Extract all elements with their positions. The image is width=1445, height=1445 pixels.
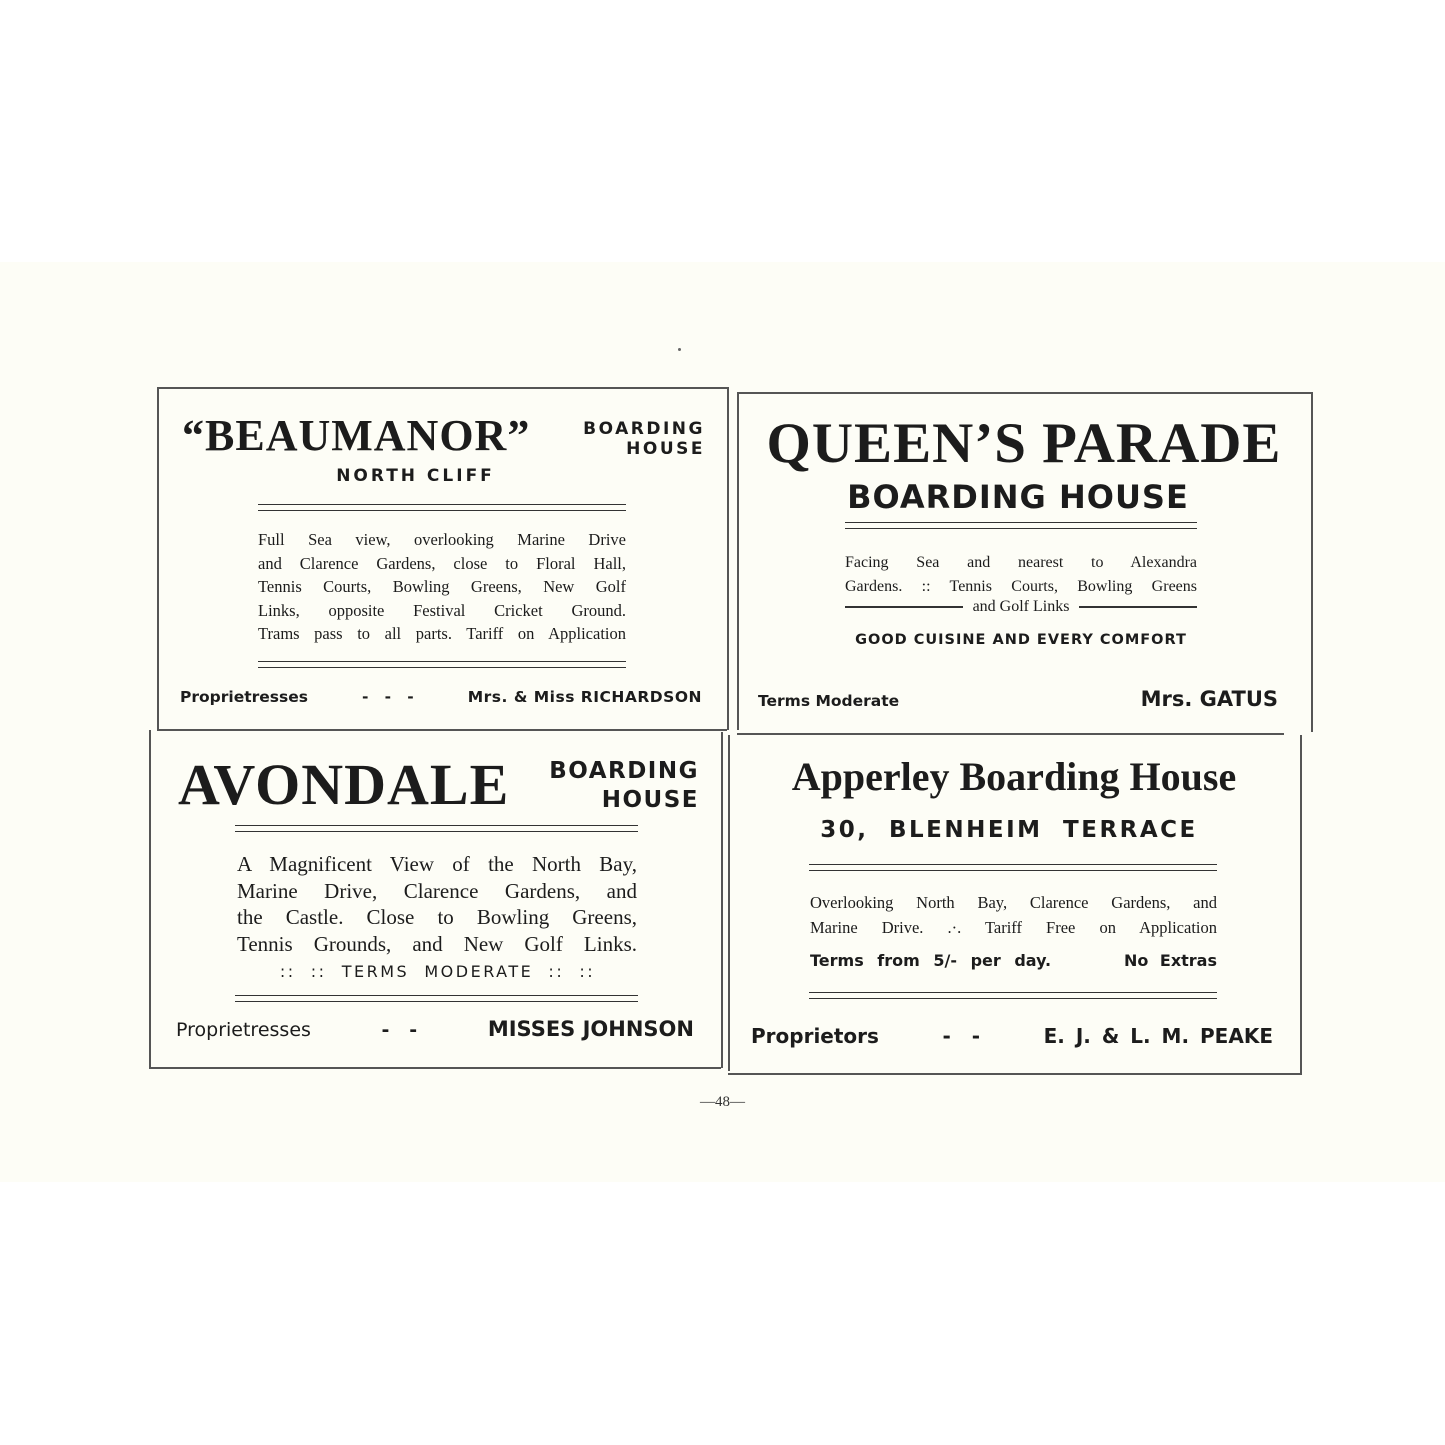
queens-parade-rule-top — [845, 522, 1197, 529]
apperley-footer-label: Proprietors — [751, 1024, 879, 1048]
apperley-desc-line: Overlooking North Bay, Clarence Gardens, and — [810, 893, 1217, 912]
queens-parade-line-left — [845, 606, 963, 608]
avondale-rule-bottom — [235, 995, 638, 1002]
apperley-extras: No Extras — [1123, 951, 1217, 970]
queens-parade-desc-last: and Golf Links — [972, 598, 1070, 615]
queens-parade-tagline: GOOD CUISINE AND EVERY COMFORT — [855, 632, 1187, 648]
beaumanor-name: “BEAUMANOR” — [182, 411, 531, 460]
beaumanor-rule-top — [258, 504, 626, 511]
avondale-terms: :: :: TERMS MODERATE :: :: — [279, 962, 596, 981]
queens-parade-line-right — [1079, 606, 1197, 608]
beaumanor-desc-line: Tennis Courts, Bowling Greens, New Golf — [258, 577, 626, 596]
queens-parade-type: BOARDING HOUSE — [847, 478, 1189, 516]
frame-right-top — [1311, 392, 1313, 732]
queens-parade-description — [845, 551, 1197, 598]
queens-parade-desc-line: Gardens. :: Tennis Courts, Bowling Greens — [845, 577, 1197, 595]
beaumanor-location: NORTH CLIFF — [336, 466, 495, 486]
frame-bottom-left — [149, 1067, 721, 1069]
apperley-rule-top — [809, 864, 1217, 871]
apperley-footer — [751, 1024, 1273, 1048]
ad-beaumanor — [158, 388, 727, 729]
apperley-name: Apperley Boarding House — [791, 754, 1237, 799]
apperley-rule-bottom — [809, 992, 1217, 999]
apperley-description — [810, 890, 1217, 940]
queens-parade-desc-line: Facing Sea and nearest to Alexandra — [845, 554, 1197, 571]
ad-avondale — [150, 731, 721, 1067]
avondale-footer-label: Proprietresses — [176, 1019, 311, 1041]
beaumanor-desc-line: Links, opposite Festival Cricket Ground. — [258, 600, 626, 620]
apperley-address: 30, BLENHEIM TERRACE — [820, 817, 1198, 843]
page-number: —48— — [700, 1094, 745, 1110]
beaumanor-proprietor: Mrs. & Miss RICHARDSON — [467, 688, 702, 706]
beaumanor-footer-label: Proprietresses — [180, 688, 308, 706]
ad-apperley — [729, 735, 1300, 1073]
apperley-terms-row — [810, 951, 1217, 970]
queens-parade-proprietor: Mrs. GATUS — [1140, 687, 1278, 711]
avondale-footer — [176, 1017, 694, 1041]
page-speck — [678, 348, 681, 351]
beaumanor-footer-dashes: - - - — [362, 688, 414, 706]
avondale-desc-line: Tennis Grounds, and New Golf Links. — [237, 931, 637, 956]
frame-mid-vertical-bottom — [721, 732, 723, 1068]
avondale-type-line1: BOARDING — [549, 758, 699, 784]
beaumanor-description — [258, 528, 626, 646]
queens-parade-desc-last-row — [845, 598, 1197, 616]
beaumanor-desc-line: and Clarence Gardens, close to Floral Hall, — [258, 553, 626, 573]
queens-parade-footer — [758, 687, 1278, 711]
beaumanor-type-line2: HOUSE — [626, 439, 705, 459]
frame-right-bottom — [1300, 735, 1302, 1075]
avondale-description — [237, 851, 637, 957]
queens-parade-footer-label: Terms Moderate — [758, 692, 900, 710]
apperley-terms: Terms from 5/- per day. — [810, 951, 1052, 970]
beaumanor-rule-bottom — [258, 661, 626, 668]
beaumanor-footer — [180, 688, 702, 706]
frame-bottom-right — [728, 1073, 1301, 1075]
avondale-rule-top — [235, 825, 638, 832]
beaumanor-type-line1: BOARDING — [583, 419, 705, 439]
apperley-footer-dashes: - - — [942, 1024, 981, 1048]
beaumanor-desc-line: Trams pass to all parts. Tariff on Application — [258, 624, 626, 643]
beaumanor-desc-line: Full Sea view, overlooking Marine Drive — [258, 530, 626, 549]
avondale-proprietor: MISSES JOHNSON — [487, 1017, 694, 1041]
apperley-desc-line: Marine Drive. .·. Tariff Free on Application — [810, 918, 1217, 937]
avondale-type-line2: HOUSE — [601, 787, 699, 813]
avondale-desc-line: A Magnificent View of the North Bay, — [237, 852, 637, 876]
frame-mid-vertical-top — [727, 387, 729, 730]
ad-queens-parade — [738, 393, 1311, 732]
apperley-proprietor: E. J. & L. M. PEAKE — [1043, 1024, 1273, 1048]
avondale-name: AVONDALE — [178, 752, 510, 817]
queens-parade-name: QUEEN’S PARADE — [766, 412, 1282, 475]
avondale-desc-line: the Castle. Close to Bowling Greens, — [237, 905, 637, 929]
avondale-footer-dashes: - - — [381, 1019, 418, 1041]
avondale-desc-line: Marine Drive, Clarence Gardens, and — [237, 878, 637, 903]
